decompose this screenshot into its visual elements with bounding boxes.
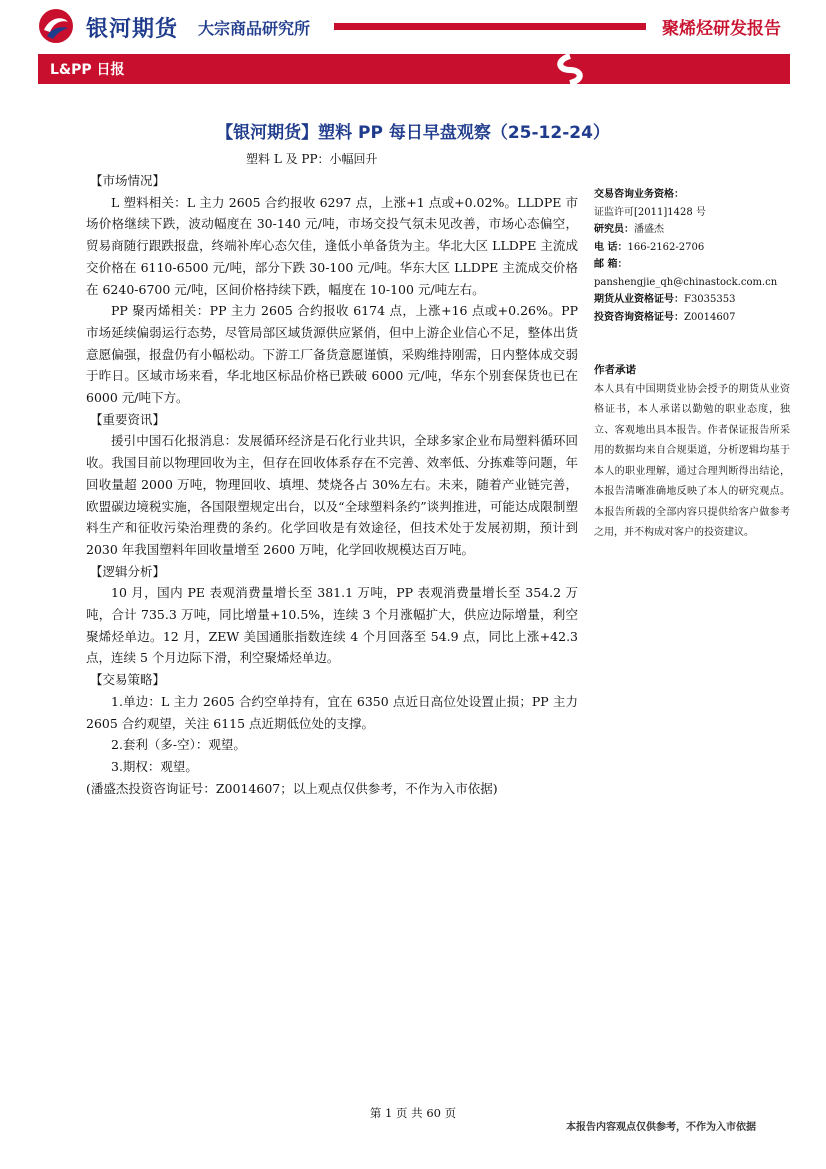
logic-paragraph: 10 月，国内 PE 表观消费量增长至 381.1 万吨，PP 表观消费量增长至 354.2 万吨，合计 735.3 万吨，同比增量+10.5%，连续 3 个月涨幅扩大，供应边际增量，利空聚烯烃单边。12 月，ZEW 美国通胀指数连续 4 个月回落至 54.9 点，同比上涨+42.3 点，连续 5 个月边际下滑，利空聚烯烃单边。: [86, 585, 578, 666]
page-title: 【银河期货】塑料 PP 每日早盘观察（25-12-24）: [216, 123, 610, 143]
section-heading-logic: 【逻辑分析】: [90, 563, 166, 579]
commitment-heading: 作者承诺: [594, 364, 636, 376]
advisory-cert-label: 投资咨询资格证号：: [594, 311, 684, 323]
report-body: [86, 170, 578, 799]
header-rule: [334, 23, 646, 30]
header-bar-label: L&PP 日报: [50, 62, 125, 78]
news-paragraph: 援引中国石化报消息：发展循环经济是石化行业共识，全球多家企业布局塑料循环回收。我国目前以物理回收为主，但存在回收体系存在不完善、效率低、分拣难等问题，年回收量超 2000 万吨，物理回收、填埋、焚烧各占 30%左右。未来，随着产业链完善，欧盟碳边境税实施，各国限塑规定出台，以及“全球塑料条约”谈判推进，可能达成限制塑料生产和征收污染治理费的条约。化学回收是有效途径，但技术处于发展初期，预计到 2030 年我国塑料年回收量增至 2600 万吨，化学回收规模达百万吨。: [86, 433, 578, 557]
email-label: 邮 箱：: [594, 259, 628, 270]
researcher-name: 潘盛杰: [634, 224, 664, 235]
brand-name: 银河期货: [86, 17, 179, 42]
wave-decoration-icon: [548, 54, 594, 84]
market-paragraph-l: L 塑料相关：L 主力 2605 合约报收 6297 点，上涨+1 点或+0.02%。LLDPE 市场价格继续下跌，波动幅度在 30-140 元/吨，市场交投气氛未见改善，市场心态偏空，贸易商随行跟跌报盘，终端补库心态欠佳，逢低小单备货为主。华北大区 LLDPE 主流成交价格在 6110-6500 元/吨，部分下跌 30-100 元/吨。华东大区 LLDPE 主流成交价格在 6240-6700 元/吨，区间价格持续下跌，幅度在 10-100 元/吨左右。: [86, 194, 578, 297]
futures-cert-number: F3035353: [684, 294, 736, 305]
section-heading-market: 【市场情况】: [90, 173, 166, 188]
header-bar: [38, 54, 790, 84]
galaxy-logo-icon: [38, 8, 74, 44]
phone-number: 166-2162-2706: [627, 241, 705, 253]
strategy-item-single: 1.单边：L 主力 2605 合约空单持有，宜在 6350 点近日高位处设置止损；PP 主力 2605 合约观望，关注 6115 点近期低位处的支撑。: [86, 693, 578, 731]
phone-row: [594, 239, 790, 257]
license-number: 证监许可[2011]1428 号: [594, 206, 706, 218]
section-heading-news: 【重要资讯】: [90, 411, 166, 427]
advisory-cert-row: [594, 309, 790, 327]
phone-label: 电 话：: [594, 241, 628, 253]
futures-cert-label: 期货从业资格证号：: [594, 294, 684, 305]
advisory-cert-number: Z0014607: [684, 311, 736, 323]
disclaimer-line: (潘盛杰投资咨询证号：Z0014607；以上观点仅供参考，不作为入市依据): [86, 780, 498, 796]
email-address: panshengjie_qh@chinastock.com.cn: [594, 276, 778, 288]
strategy-item-arbitrage: 2.套利（多-空）：观望。: [111, 737, 246, 753]
researcher-row: [594, 221, 790, 239]
strategy-item-option: 3.期权：观望。: [111, 758, 198, 774]
researcher-label: 研究员：: [594, 224, 634, 235]
footer-note: 本报告内容观点仅供参考，不作为入市依据: [566, 1122, 756, 1133]
section-heading-strategy: 【交易策略】: [90, 672, 166, 688]
page-number: 第 1 页 共 60 页: [369, 1106, 457, 1120]
market-paragraph-pp: PP 聚丙烯相关：PP 主力 2605 合约报收 6174 点，上涨+16 点或+0.26%。PP 市场延续偏弱运行态势，尽管局部区域货源供应紧俏，但中上游企业信心不足，整体出货意愿偏强，报盘仍有小幅松动。下游工厂备货意愿谨慎，采购维持刚需，日内整体成交弱于昨日。区域市场来看，华北地区标品价格已跌破 6000 元/吨，华东个别套保货也已在 6000 元/吨下方。: [86, 303, 578, 406]
department-name: 大宗商品研究所: [198, 19, 311, 38]
futures-cert-row: [594, 291, 790, 309]
report-series: 聚烯烃研发报告: [662, 19, 781, 39]
page-subtitle: 塑料 L 及 PP：小幅回升: [246, 152, 378, 166]
qualification-heading: 交易咨询业务资格：: [594, 189, 684, 200]
analyst-sidebar: [594, 186, 790, 544]
commitment-text: 本人具有中国期货业协会授予的期货从业资格证书，本人承诺以勤勉的职业态度，独立、客观地出具本报告。作者保证报告所采用的数据均来自合规渠道，分析逻辑均基于本人的职业理解，通过合理判断得出结论，本报告清晰准确地反映了本人的研究观点。本报告所载的全部内容只提供给客户做参考之用，并不构成对客户的投资建议。: [594, 383, 790, 538]
